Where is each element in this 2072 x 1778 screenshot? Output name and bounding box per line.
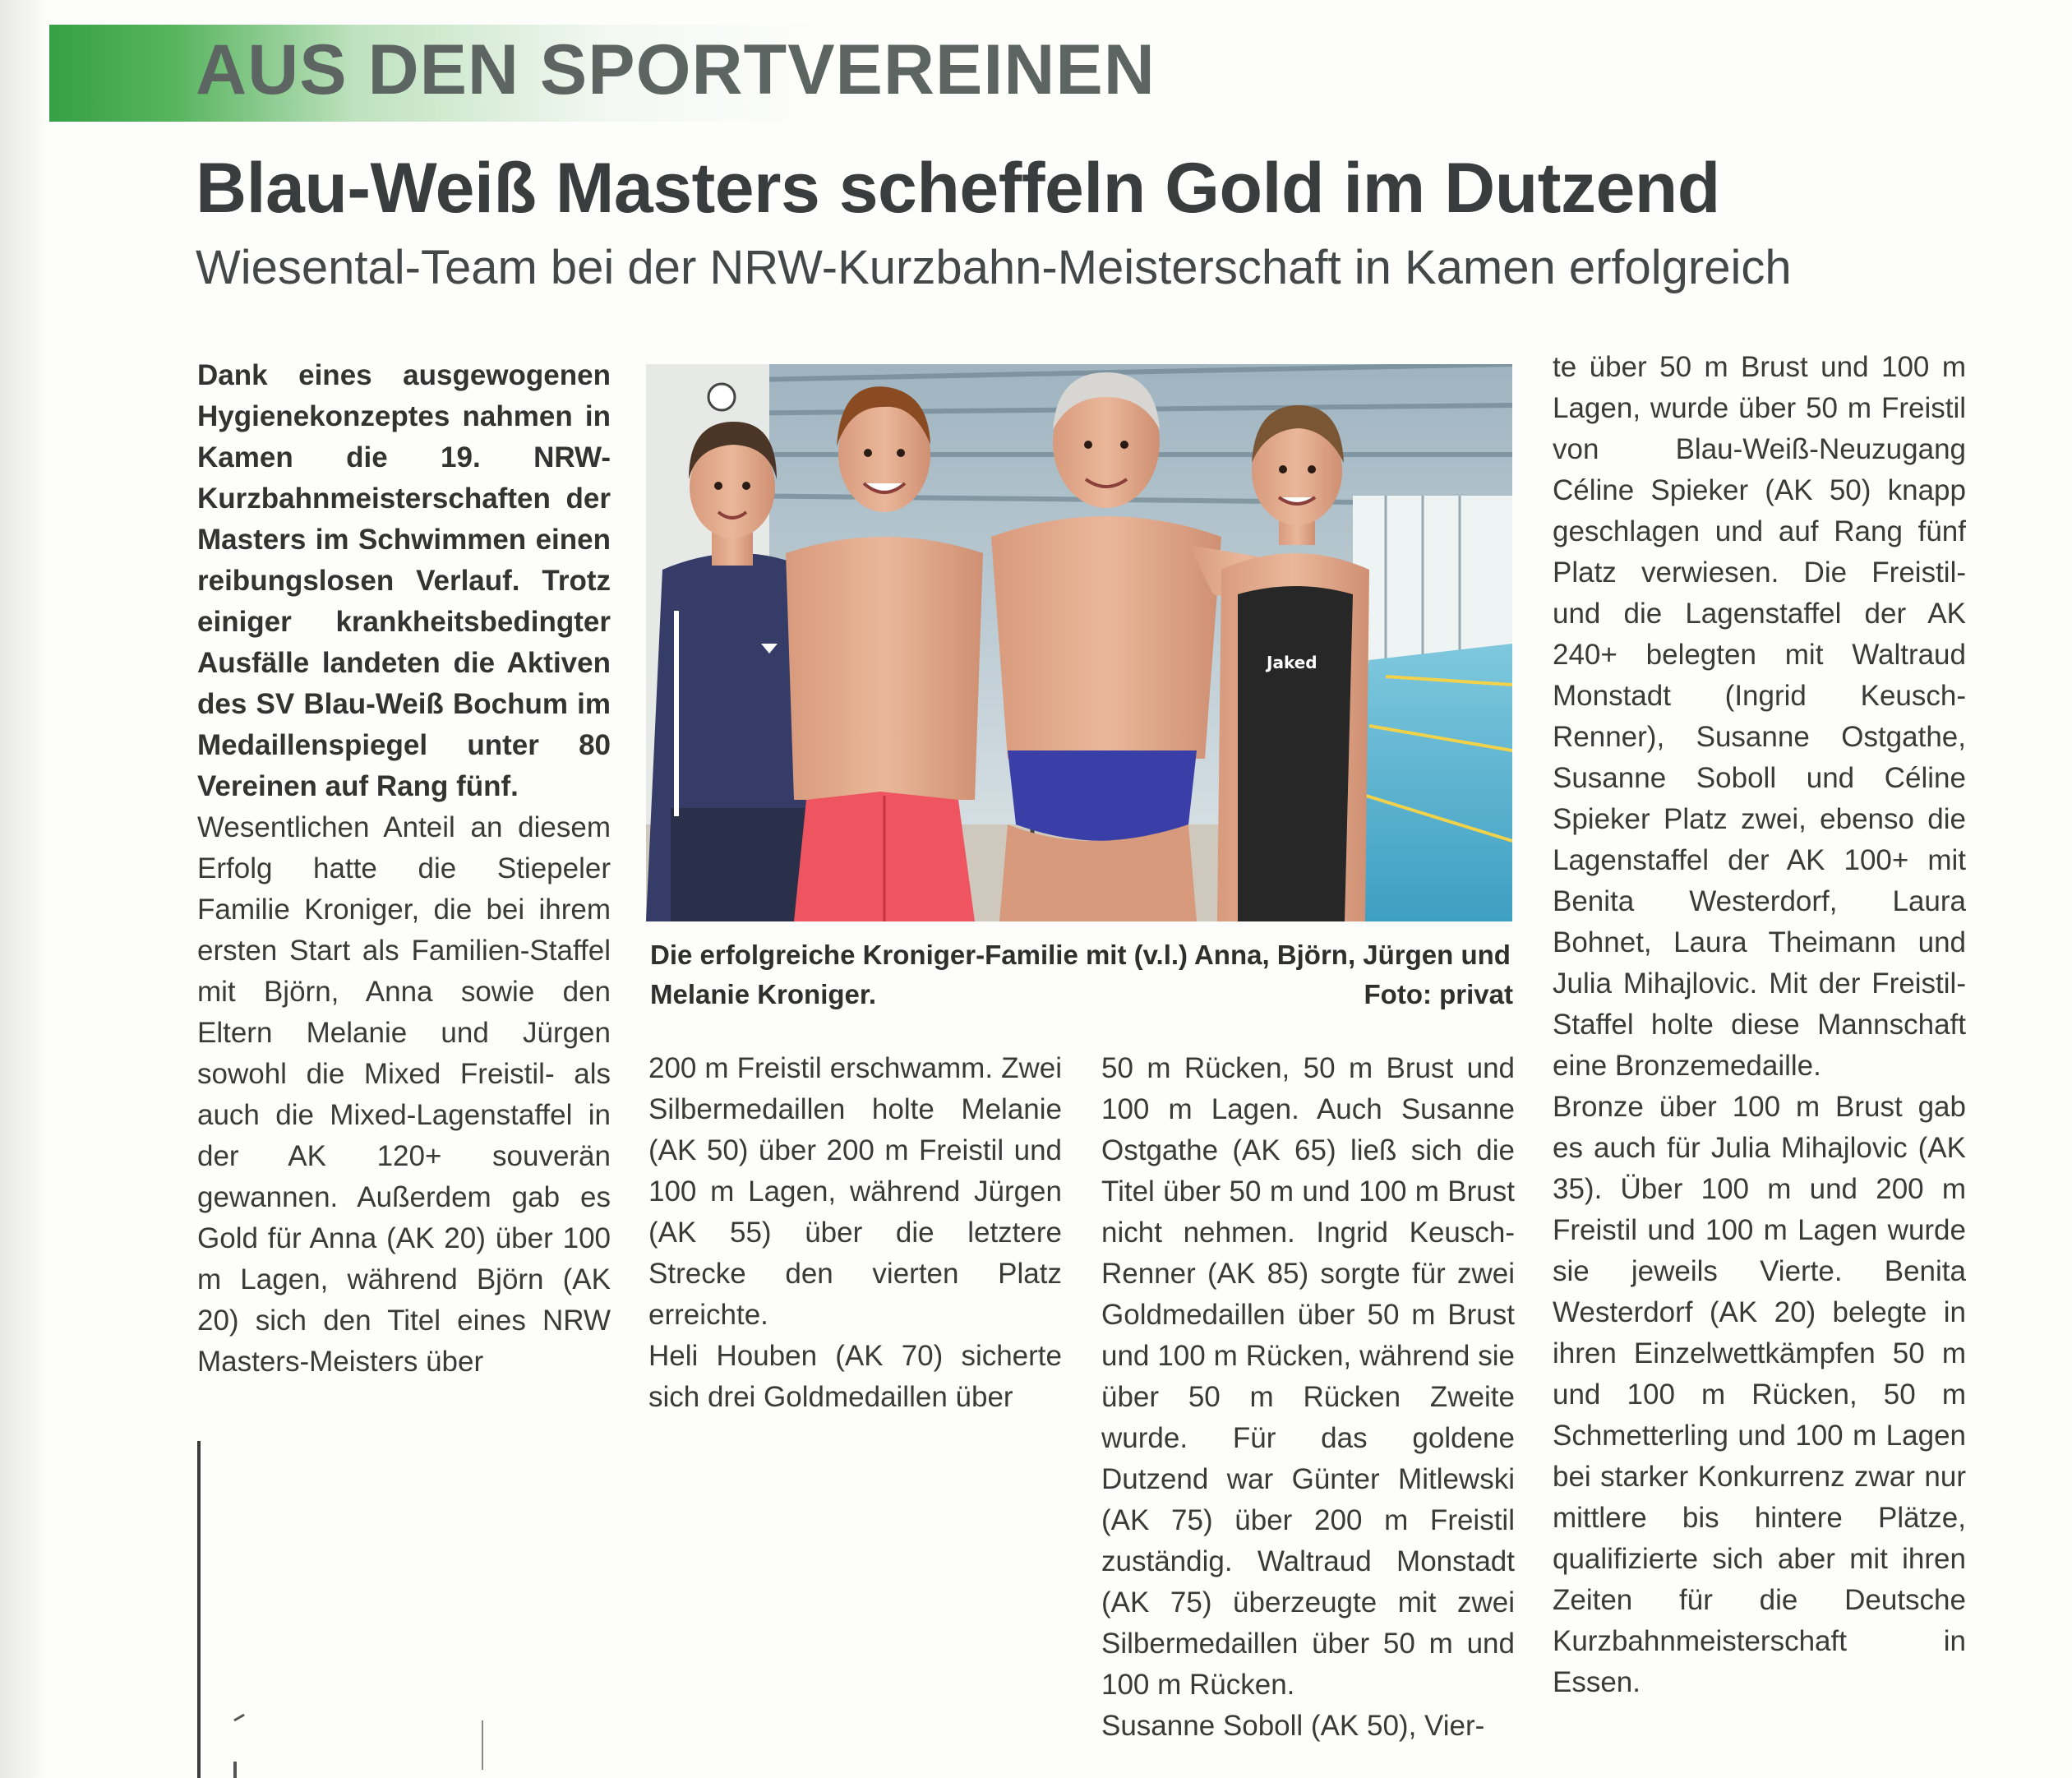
column-4-paragraph-2: Bronze über 100 m Brust gab es auch für Julia Mihajlovic (AK 35). Über 100 m und 200 m Freistil und 100 m Lagen wurde sie jeweils Vierte. Benita Westerdorf (AK 20) belegte in ihren Einzelwettkämpfen 50 m und 100 m Rücken, 50 m Schmetterling und 100 m Lagen bei starker Konkurrenz zwar nur mittlere bis hintere Plätze, qualifizierte sich aber mit ihren Zeiten für die Deutsche Kurzbahnmeisterschaft in Essen. [1553,1091,1966,1698]
family-photo-illustration [646,364,1512,921]
article-column-1 [197,355,611,1383]
article-lead: Dank eines ausgewogenen Hygienekonzeptes nahmen in Kamen die 19. NRW-Kurzbahnmeisterschaften der Masters im Schwimmen einen reibungslosen Verlauf. Trotz einiger krankheitsbedingter Ausfälle landeten die Aktiven des SV Blau-Weiß Bochum im Medaillenspiegel unter 80 Vereinen auf Rang fünf. [197,359,611,802]
column-1-paragraph: Wesentlichen Anteil an diesem Erfolg hatte die Stiepeler Familie Kroniger, die bei ihrem ersten Start als Familien-Staffel mit Björn, Anna sowie den Eltern Melanie und Jürgen sowohl die Mixed Freistil- als auch die Mixed-Lagenstaffel in der AK 120+ souverän gewannen. Außerdem gab es Gold für Anna (AK 20) über 100 m Lagen, während Björn (AK 20) sich den Titel eines NRW Masters-Meisters über [197,811,611,1378]
column-2-paragraph-1: 200 m Freistil erschwamm. Zwei Silbermedaillen holte Melanie (AK 50) über 200 m Freistil und 100 m Lagen, während Jürgen (AK 55) über die letztere Strecke den vierten Platz erreichte. [648,1052,1062,1331]
article-column-4 [1553,347,1966,1703]
article-column-2 [648,1048,1062,1418]
photo-caption-text: Die erfolgreiche Kroniger-Familie mit (v.l.) Anna, Björn, Jürgen und Melanie Kroniger. [650,940,1511,1009]
column-3-paragraph-2: Susanne Soboll (AK 50), Vier- [1101,1710,1485,1742]
empty-box [197,1441,1067,1778]
section-title: AUS DEN SPORTVEREINEN [196,30,1156,109]
column-4-paragraph-1: te über 50 m Brust und 100 m Lagen, wurde über 50 m Freistil von Blau-Weiß-Neuzugang Céline Spieker (AK 50) knapp geschlagen und auf Rang fünf Platz verwiesen. Die Freistil- und die Lagenstaffel der AK 240+ belegten mit Waltraud Monstadt (Ingrid Keusch-Renner), Susanne Ostgathe, Susanne Soboll und Céline Spieker Platz zwei, ebenso die Lagenstaffel der AK 100+ mit Benita Westerdorf, Laura Bohnet, Laura Theimann und Julia Mihajlovic. Mit der Freistil-Staffel holte diese Mannschaft eine Bronzemedaille. [1553,351,1966,1082]
scan-mark [233,1714,245,1722]
article-column-3 [1101,1048,1515,1747]
scan-mark [482,1720,483,1770]
article-subhead: Wiesental-Team bei der NRW-Kurzbahn-Meisterschaft in Kamen erfolgreich [196,241,1792,294]
photo-credit: Foto: privat [1364,979,1513,1009]
column-3-paragraph-1: 50 m Rücken, 50 m Brust und 100 m Lagen. Auch Susanne Ostgathe (AK 65) ließ sich die Titel über 50 m und 100 m Brust nicht nehmen. Ingrid Keusch-Renner (AK 85) sorgte für zwei Goldmedaillen über 50 m Brust und 100 m Rücken, während sie über 50 m Rücken Zweite wurde. Für das goldene Dutzend war Günter Mitlewski (AK 75) über 200 m Freistil zuständig. Waltraud Monstadt (AK 75) überzeugte mit zwei Silbermedaillen über 50 m und 100 m Rücken. [1101,1052,1515,1701]
scan-mark [233,1762,237,1778]
column-2-paragraph-2: Heli Houben (AK 70) sicherte sich drei Goldmedaillen über [648,1340,1062,1413]
swimsuit-brand-text: Jaked [1267,653,1317,672]
page-edge [0,0,48,1778]
article-photo [646,364,1512,921]
photo-caption [650,935,1513,1014]
article-headline: Blau-Weiß Masters scheffeln Gold im Dutzend [196,149,1720,228]
